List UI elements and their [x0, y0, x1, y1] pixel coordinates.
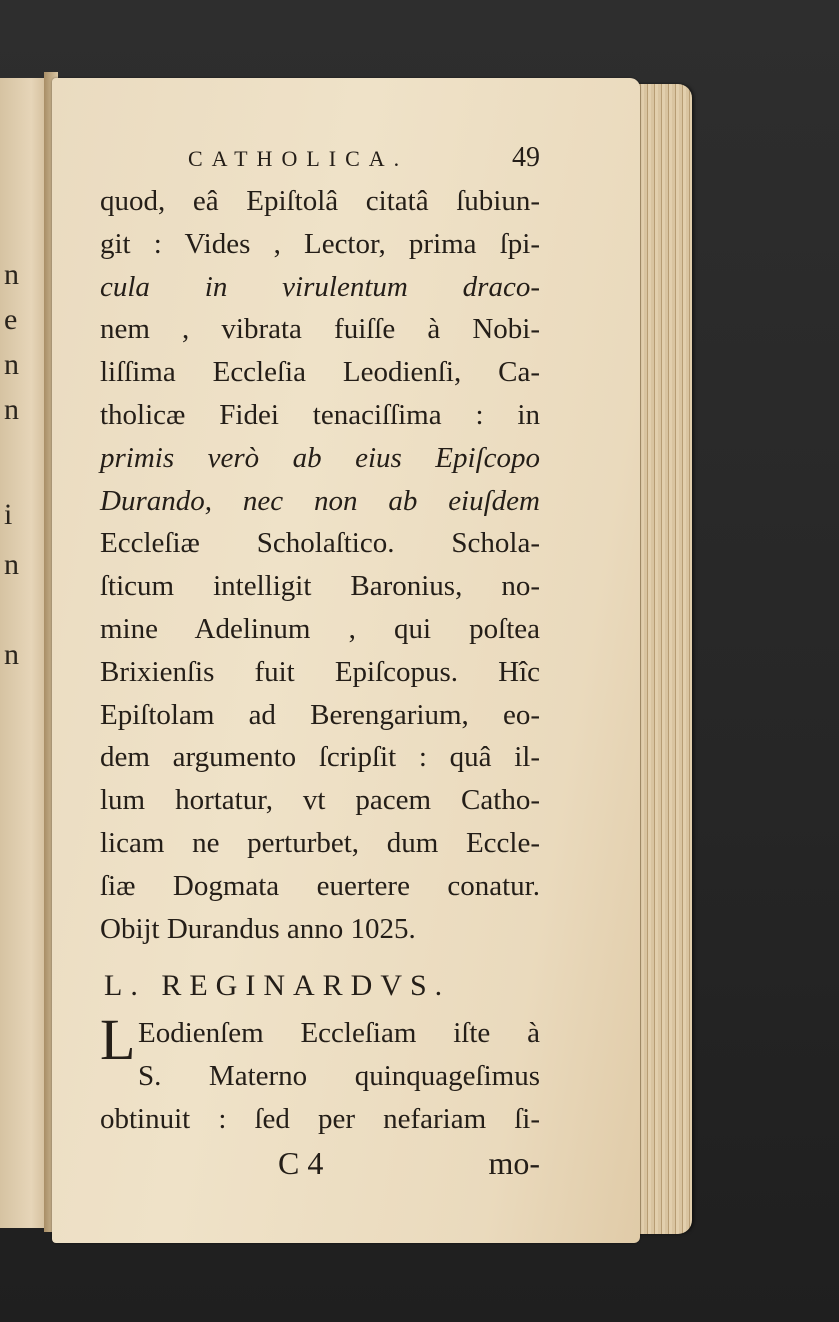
- section-line: S. Materno quinquageſimus: [138, 1060, 540, 1093]
- body-line: cula in virulentum draco-: [100, 270, 540, 303]
- page-text: [100, 142, 540, 1185]
- left-page-fragment: e: [4, 303, 18, 336]
- page-number: 49: [512, 142, 540, 173]
- left-page-fragment: n: [4, 638, 19, 671]
- left-page-fragment: i: [4, 498, 13, 531]
- body-text: [100, 180, 540, 950]
- section-opening-lines: [138, 1012, 540, 1098]
- body-line: Epiſtolam ad Berengarium, eo-: [100, 698, 540, 731]
- running-head: [188, 142, 540, 174]
- after-line: obtinuit : ſed per nefariam ſi-: [100, 1102, 540, 1135]
- left-page-fragment: n: [4, 348, 19, 381]
- left-page-fragment: n: [4, 393, 19, 426]
- left-page-fragment: n: [4, 258, 19, 291]
- body-line: git : Vides , Lector, prima ſpi-: [100, 227, 540, 260]
- left-page-fragment: n: [4, 548, 19, 581]
- signature-line: [278, 1141, 540, 1185]
- drop-cap: L: [100, 1007, 136, 1073]
- body-line: quod, eâ Epiſtolâ citatâ ſubiun-: [100, 185, 540, 217]
- body-line: ſticum intelligit Baronius, no-: [100, 570, 540, 603]
- body-line: ſiæ Dogmata euertere conatur.: [100, 869, 540, 902]
- body-line: Durando, nec non ab eiuſdem: [100, 484, 540, 517]
- body-line: mine Adelinum , qui poſtea: [100, 612, 540, 645]
- body-line: liſſima Eccleſia Leodienſi, Ca-: [100, 356, 540, 389]
- section-opening: [100, 1007, 540, 1098]
- body-line: Eccleſiæ Scholaſtico. Schola-: [100, 527, 540, 560]
- body-line: lum hortatur, vt pacem Catho-: [100, 784, 540, 817]
- section-line: Eodienſem Eccleſiam iſte à: [138, 1017, 540, 1050]
- body-line: primis verò ab eius Epiſcopo: [100, 441, 540, 474]
- catchword: mo-: [488, 1144, 540, 1181]
- body-line: dem argumento ſcripſit : quâ il-: [100, 741, 540, 774]
- running-head-title: CATHOLICA.: [188, 146, 409, 171]
- body-line: Obijt Durandus anno 1025.: [100, 912, 416, 945]
- body-line: tholicæ Fidei tenaciſſima : in: [100, 398, 540, 431]
- section-title: L. REGINARDVS.: [104, 969, 451, 1003]
- signature-mark: C 4: [278, 1144, 324, 1181]
- body-line: Brixienſis fuit Epiſcopus. Hîc: [100, 655, 540, 688]
- section-text: [100, 1098, 540, 1141]
- body-line: licam ne perturbet, dum Eccle-: [100, 826, 540, 859]
- body-line: nem , vibrata fuiſſe à Nobi-: [100, 313, 540, 346]
